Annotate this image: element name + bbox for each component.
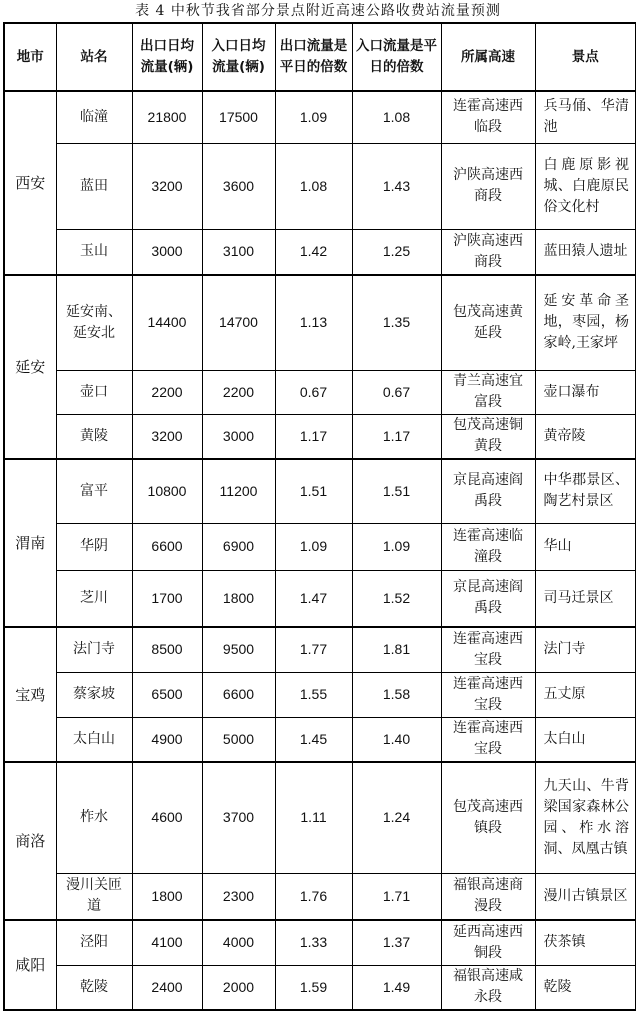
exit-flow-value: 6500 [132,672,202,717]
city-name: 咸阳 [4,920,56,1010]
station-name: 泾阳 [56,920,132,965]
table-caption: 表 4 中秋节我省部分景点附近高速公路收费站流量预测 [135,3,501,19]
entry-ratio-value: 0.67 [352,370,441,414]
station-name: 壶口 [56,370,132,414]
exit-flow-value: 3000 [132,229,202,275]
entry-ratio-value: 1.08 [352,91,441,143]
table-row [4,627,636,672]
exit-flow-value: 3200 [132,414,202,459]
scenic-spot: 五丈原 [535,672,636,717]
scenic-spot: 蓝田猿人遗址 [535,229,636,275]
scenic-spot: 兵马俑、华清池 [535,91,636,143]
highway-name: 包茂高速黄延段 [441,275,535,370]
table-row [4,762,636,873]
traffic-forecast-table [3,22,636,1011]
entry-flow-value: 3700 [202,762,275,873]
highway-name: 延西高速西铜段 [441,920,535,965]
exit-ratio-value: 1.45 [275,717,352,762]
table-row [4,459,636,523]
scenic-spot: 茯茶镇 [535,920,636,965]
station-name: 芝川 [56,570,132,627]
exit-ratio-value: 1.77 [275,627,352,672]
header-exit-ratio: 出口流量是平日的倍数 [275,23,352,91]
exit-flow-value: 3200 [132,143,202,229]
exit-flow-value: 2400 [132,965,202,1010]
entry-flow-value: 6600 [202,672,275,717]
header-row [4,23,636,91]
entry-flow-value: 3000 [202,414,275,459]
entry-flow-value: 2000 [202,965,275,1010]
entry-ratio-value: 1.37 [352,920,441,965]
table-row [4,570,636,627]
exit-ratio-value: 1.76 [275,873,352,920]
highway-name: 连霍高速西宝段 [441,672,535,717]
entry-ratio-value: 1.40 [352,717,441,762]
entry-flow-value: 3600 [202,143,275,229]
city-name: 西安 [4,91,56,275]
scenic-spot: 白鹿原影视城、白鹿原民俗文化村 [535,143,636,229]
highway-name: 包茂高速西镇段 [441,762,535,873]
exit-ratio-value: 0.67 [275,370,352,414]
exit-flow-value: 6600 [132,523,202,570]
table-row [4,523,636,570]
scenic-spot: 延安革命圣地，枣园，杨家岭,王家坪 [535,275,636,370]
exit-ratio-value: 1.09 [275,91,352,143]
exit-ratio-value: 1.09 [275,523,352,570]
entry-flow-value: 4000 [202,920,275,965]
exit-ratio-value: 1.08 [275,143,352,229]
exit-flow-value: 8500 [132,627,202,672]
header-exit-flow: 出口日均流量(辆) [132,23,202,91]
entry-flow-value: 11200 [202,459,275,523]
exit-flow-value: 14400 [132,275,202,370]
scenic-spot: 中华郡景区、陶艺村景区 [535,459,636,523]
exit-ratio-value: 1.59 [275,965,352,1010]
city-name: 渭南 [4,459,56,627]
exit-flow-value: 4100 [132,920,202,965]
table-row [4,370,636,414]
entry-flow-value: 5000 [202,717,275,762]
table-row [4,143,636,229]
highway-name: 福银高速商漫段 [441,873,535,920]
station-name: 富平 [56,459,132,523]
entry-ratio-value: 1.52 [352,570,441,627]
city-name: 商洛 [4,762,56,920]
station-name: 蓝田 [56,143,132,229]
header-highway: 所属高速 [441,23,535,91]
header-scenic-spot: 景点 [535,23,636,91]
entry-flow-value: 1800 [202,570,275,627]
station-name: 玉山 [56,229,132,275]
highway-name: 包茂高速铜黄段 [441,414,535,459]
entry-ratio-value: 1.17 [352,414,441,459]
exit-flow-value: 4600 [132,762,202,873]
station-name: 华阴 [56,523,132,570]
header-station: 站名 [56,23,132,91]
scenic-spot: 九天山、牛背梁国家森林公园、柞水溶洞、凤凰古镇 [535,762,636,873]
highway-name: 连霍高速西宝段 [441,717,535,762]
entry-ratio-value: 1.25 [352,229,441,275]
city-name: 延安 [4,275,56,459]
station-name: 临潼 [56,91,132,143]
table-row [4,920,636,965]
entry-ratio-value: 1.24 [352,762,441,873]
scenic-spot: 法门寺 [535,627,636,672]
highway-name: 青兰高速宜富段 [441,370,535,414]
table-row [4,229,636,275]
entry-ratio-value: 1.81 [352,627,441,672]
header-city: 地市 [4,23,56,91]
table-row [4,91,636,143]
station-name: 延安南、延安北 [56,275,132,370]
station-name: 柞水 [56,762,132,873]
exit-ratio-value: 1.17 [275,414,352,459]
highway-name: 连霍高速西临段 [441,91,535,143]
entry-ratio-value: 1.51 [352,459,441,523]
highway-name: 京昆高速阎禹段 [441,570,535,627]
highway-name: 福银高速咸永段 [441,965,535,1010]
entry-ratio-value: 1.35 [352,275,441,370]
entry-flow-value: 17500 [202,91,275,143]
exit-flow-value: 1800 [132,873,202,920]
highway-name: 沪陕高速西商段 [441,229,535,275]
exit-ratio-value: 1.11 [275,762,352,873]
highway-name: 连霍高速临潼段 [441,523,535,570]
entry-flow-value: 9500 [202,627,275,672]
table-row [4,873,636,920]
scenic-spot: 漫川古镇景区 [535,873,636,920]
scenic-spot: 太白山 [535,717,636,762]
table-row [4,717,636,762]
highway-name: 沪陕高速西商段 [441,143,535,229]
exit-ratio-value: 1.13 [275,275,352,370]
exit-ratio-value: 1.47 [275,570,352,627]
station-name: 黄陵 [56,414,132,459]
table-row [4,965,636,1010]
station-name: 法门寺 [56,627,132,672]
highway-name: 连霍高速西宝段 [441,627,535,672]
entry-flow-value: 2200 [202,370,275,414]
entry-ratio-value: 1.58 [352,672,441,717]
entry-flow-value: 2300 [202,873,275,920]
table-row [4,275,636,370]
scenic-spot: 黄帝陵 [535,414,636,459]
highway-name: 京昆高速阎禹段 [441,459,535,523]
entry-ratio-value: 1.43 [352,143,441,229]
exit-ratio-value: 1.51 [275,459,352,523]
station-name: 太白山 [56,717,132,762]
scenic-spot: 壶口瀑布 [535,370,636,414]
exit-ratio-value: 1.42 [275,229,352,275]
scenic-spot: 华山 [535,523,636,570]
entry-ratio-value: 1.71 [352,873,441,920]
station-name: 漫川关匝道 [56,873,132,920]
entry-ratio-value: 1.49 [352,965,441,1010]
exit-flow-value: 1700 [132,570,202,627]
exit-flow-value: 4900 [132,717,202,762]
station-name: 蔡家坡 [56,672,132,717]
exit-flow-value: 21800 [132,91,202,143]
exit-flow-value: 10800 [132,459,202,523]
scenic-spot: 乾陵 [535,965,636,1010]
scenic-spot: 司马迁景区 [535,570,636,627]
entry-flow-value: 14700 [202,275,275,370]
exit-ratio-value: 1.33 [275,920,352,965]
header-entry-flow: 入口日均流量(辆) [202,23,275,91]
entry-ratio-value: 1.09 [352,523,441,570]
exit-ratio-value: 1.55 [275,672,352,717]
entry-flow-value: 3100 [202,229,275,275]
station-name: 乾陵 [56,965,132,1010]
header-entry-ratio: 入口流量是平日的倍数 [352,23,441,91]
exit-flow-value: 2200 [132,370,202,414]
table-row [4,672,636,717]
entry-flow-value: 6900 [202,523,275,570]
table-row [4,414,636,459]
city-name: 宝鸡 [4,627,56,762]
